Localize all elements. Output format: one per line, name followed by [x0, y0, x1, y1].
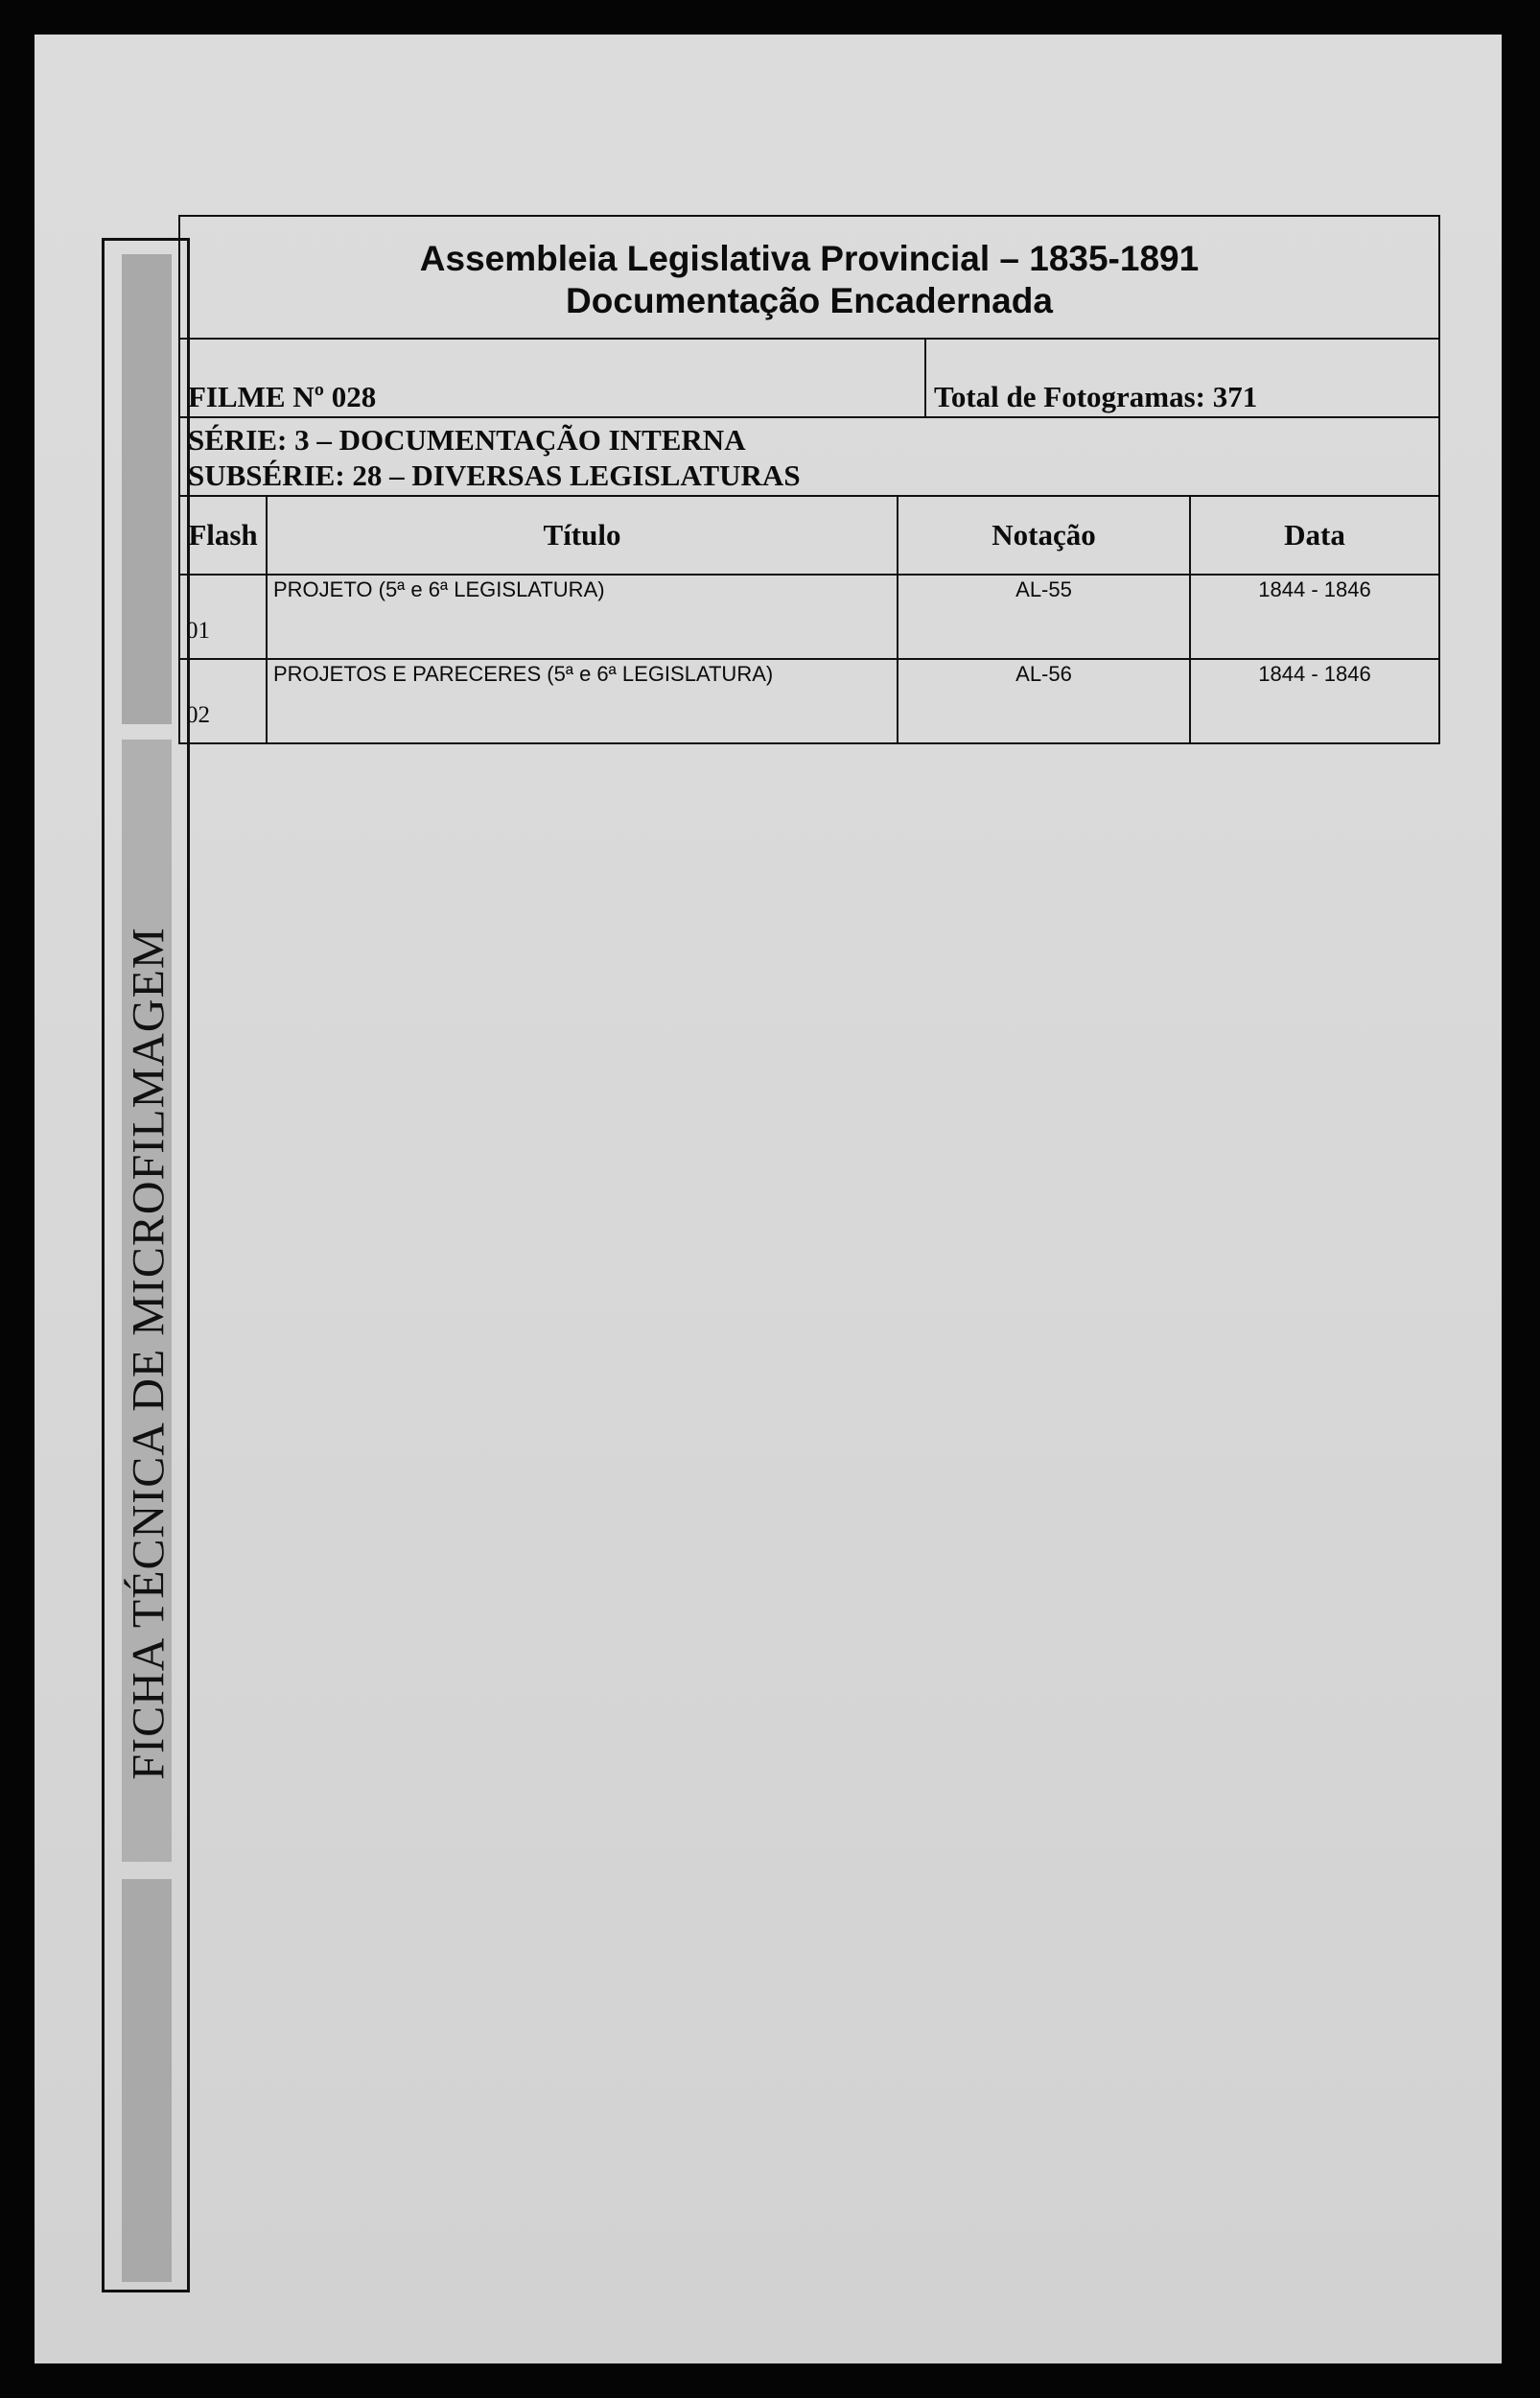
record-sheet [178, 215, 1440, 744]
sidebar-strip-bottom [122, 1879, 172, 2282]
table-row [180, 659, 1438, 742]
sheet-subtitle: Documentação Encadernada [566, 281, 1053, 320]
table-row [180, 575, 1438, 659]
cell-titulo: PROJETO (5ª e 6ª LEGISLATURA) [267, 575, 898, 659]
document-page [35, 35, 1502, 2363]
sidebar-label: FICHA TÉCNICA DE MICROFILMAGEM [123, 927, 175, 1780]
cell-flash: 02 [180, 659, 267, 742]
film-number: FILME Nº 028 [180, 340, 926, 416]
cell-notacao: AL-55 [898, 575, 1190, 659]
sidebar-strip-top [122, 254, 172, 724]
sidebar-box [102, 238, 190, 2292]
table-header-row [180, 497, 1438, 575]
column-header-data: Data [1190, 497, 1438, 575]
cell-titulo: PROJETOS E PARECERES (5ª e 6ª LEGISLATURA) [267, 659, 898, 742]
column-header-titulo: Título [267, 497, 898, 575]
cell-data: 1844 - 1846 [1190, 575, 1438, 659]
column-header-flash: Flash [180, 497, 267, 575]
subserie-line: SUBSÉRIE: 28 – DIVERSAS LEGISLATURAS [188, 458, 801, 492]
sheet-title: Assembleia Legislativa Provincial – 1835-1891 [419, 239, 1200, 278]
column-header-notacao: Notação [898, 497, 1190, 575]
contents-table [180, 497, 1438, 742]
film-row [180, 340, 1438, 418]
cell-flash: 01 [180, 575, 267, 659]
series-block [180, 418, 1438, 497]
sheet-header [180, 217, 1438, 340]
serie-line: SÉRIE: 3 – DOCUMENTAÇÃO INTERNA [188, 423, 746, 457]
cell-notacao: AL-56 [898, 659, 1190, 742]
total-frames: Total de Fotogramas: 371 [934, 380, 1258, 413]
cell-data: 1844 - 1846 [1258, 662, 1371, 686]
